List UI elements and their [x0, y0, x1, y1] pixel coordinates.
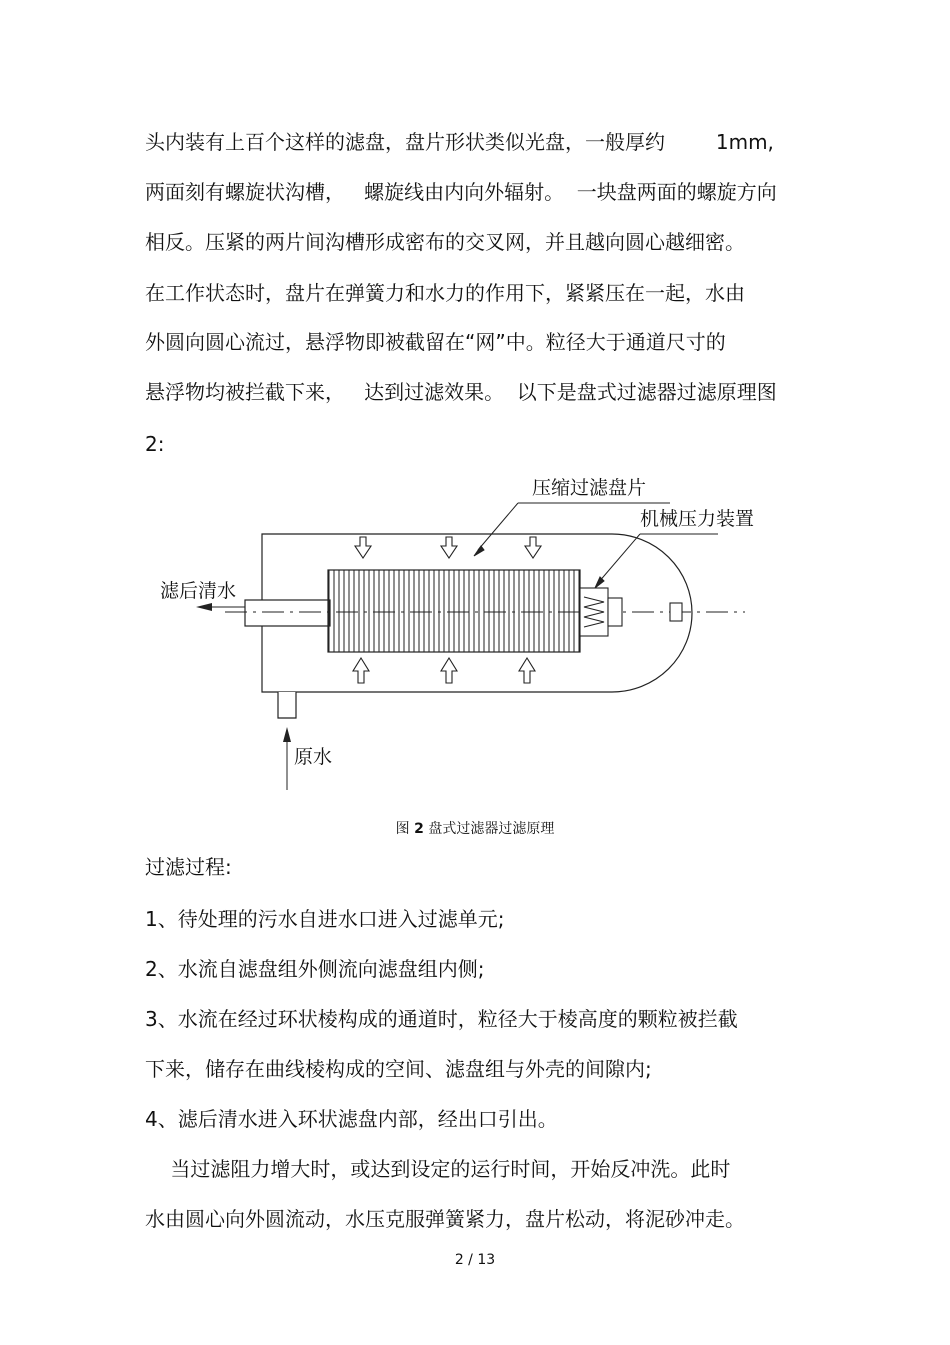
- paragraph-line-7: 2:: [145, 432, 165, 456]
- outflow-arrow-icon: [196, 603, 245, 611]
- paragraph-line-1: 头内装有上百个这样的滤盘，盘片形状类似光盘，一般厚约 1mm,: [145, 130, 774, 154]
- process-step-2: 2、水流自滤盘组外侧流向滤盘组内侧;: [145, 957, 485, 981]
- paragraph-line-2: 两面刻有螺旋状沟槽， 螺旋线由内向外辐射。 一块盘两面的螺旋方向: [145, 180, 777, 204]
- label-filtered-water: 滤后清水: [160, 580, 237, 602]
- paragraph-line-4: 在工作状态时，盘片在弹簧力和水力的作用下，紧紧压在一起，水由: [145, 281, 745, 305]
- paragraph-line-3: 相反。压紧的两片间沟槽形成密布的交叉网，并且越向圆心越细密。: [145, 230, 745, 254]
- outlet-pipe: [245, 600, 330, 626]
- process-step-1: 1、待处理的污水自进水口进入过滤单元;: [145, 907, 505, 931]
- figure-caption: 图 2 盘式过滤器过滤原理: [395, 821, 555, 837]
- paragraph-line-6: 悬浮物均被拦截下来， 达到过滤效果。 以下是盘式过滤器过滤原理图: [145, 380, 777, 404]
- backwash-line-2: 水由圆心向外圆流动，水压克服弹簧紧力，盘片松动，将泥砂冲走。: [145, 1207, 745, 1231]
- up-arrow-icon: [353, 658, 535, 683]
- label-mechanical-pressure: 机械压力装置: [640, 508, 755, 530]
- disc-filter-diagram: [0, 460, 950, 805]
- page-number: 2 / 13: [454, 1252, 496, 1268]
- process-step-3: 3、水流在经过环状棱构成的通道时，粒径大于棱高度的颗粒被拦截: [145, 1007, 738, 1031]
- spring-mechanism: [580, 588, 682, 636]
- inlet-pipe: [278, 692, 296, 718]
- paragraph-line-5: 外圆向圆心流过，悬浮物即被截留在“网”中。粒径大于通道尺寸的: [145, 330, 726, 354]
- label-raw-water: 原水: [294, 746, 333, 768]
- process-heading: 过滤过程:: [145, 855, 232, 879]
- down-arrow-icon: [355, 537, 541, 558]
- process-step-3-cont: 下来，储存在曲线棱构成的空间、滤盘组与外壳的间隙内;: [145, 1057, 652, 1081]
- inflow-arrow-icon: [283, 727, 291, 790]
- figure-number: 2: [414, 821, 424, 837]
- backwash-line-1: 当过滤阻力增大时，或达到设定的运行时间，开始反冲洗。此时: [145, 1157, 731, 1181]
- process-step-4: 4、滤后清水进入环状滤盘内部，经出口引出。: [145, 1107, 558, 1131]
- disc-stack: [328, 570, 580, 652]
- label-compressed-discs: 压缩过滤盘片: [532, 477, 647, 499]
